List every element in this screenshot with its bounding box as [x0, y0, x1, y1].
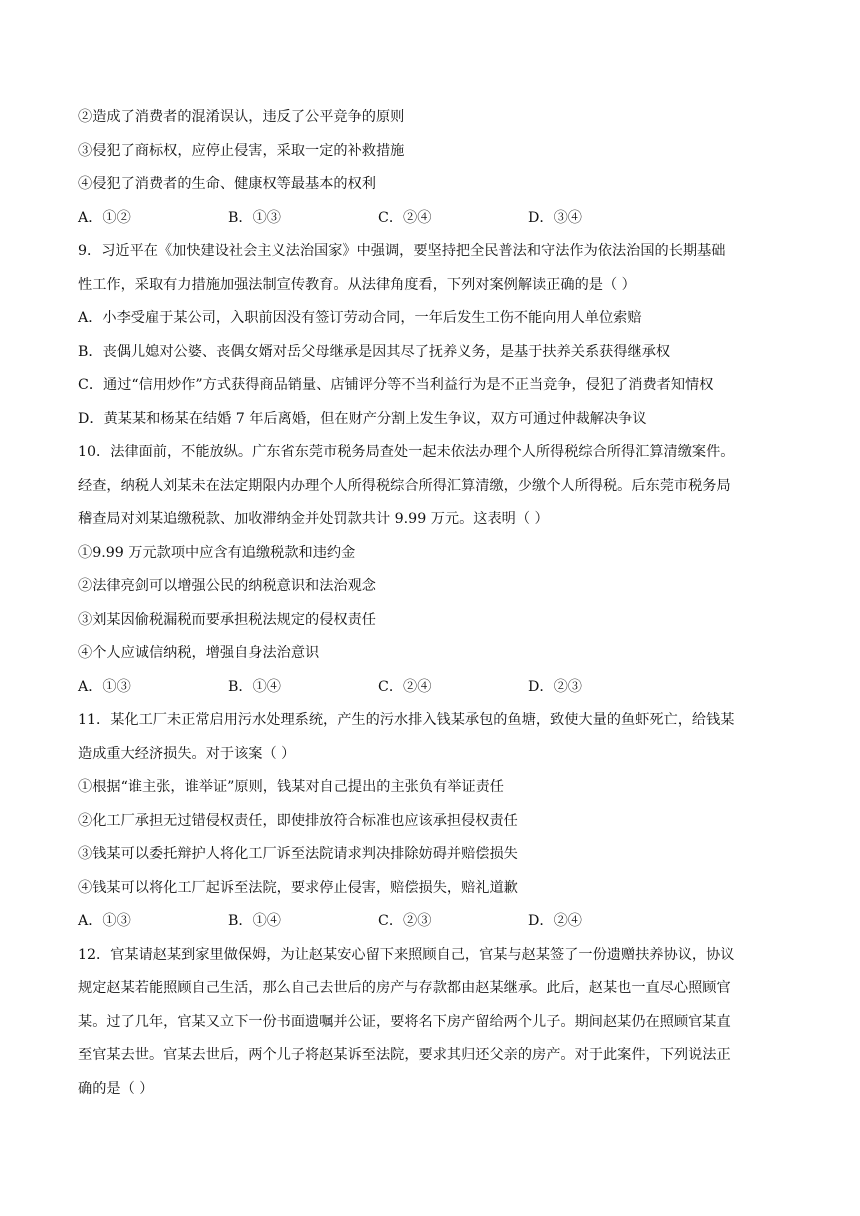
- q11-item-2: ②化工厂承担无过错侵权责任，即使排放符合标准也应该承担侵权责任: [78, 812, 518, 829]
- q8-item-2: ②造成了消费者的混淆误认，违反了公平竞争的原则: [78, 109, 405, 125]
- exam-page: [78, 107, 808, 1112]
- q10-stem-line-1: 10．法律面前，不能放纵。广东省东莞市税务局查处一起未依法办理个人所得税综合所得汇算清缴案件。: [78, 444, 735, 460]
- q10-item-4: ④个人应诚信纳税，增强自身法治意识: [78, 645, 320, 661]
- q10-item-2: ②法律亮剑可以增强公民的纳税意识和法治观念: [78, 578, 376, 594]
- q9-stem-line-2: 性工作，采取有力措施加强法制宣传教育。从法律角度看，下列对案例解读正确的是（ ）: [78, 276, 636, 293]
- q10-option-b: B．①④: [228, 678, 281, 695]
- q9-choice-a: A．小李受雇于某公司，入职前因没有签订劳动合同，一年后发生工伤不能向用人单位索赔: [78, 310, 642, 326]
- q11-item-3: ③钱某可以委托辩护人将化工厂诉至法院请求判决排除妨碍并赔偿损失: [78, 846, 518, 862]
- q9-stem-line-1: 9．习近平在《加快建设社会主义法治国家》中强调，要坚持把全民普法和守法作为依法治国的长期基础: [78, 243, 726, 259]
- q12-stem-line-2: 规定赵某若能照顾自己生活，那么自己去世后的房产与存款都由赵某继承。此后，赵某也一直尽心照顾官: [78, 980, 731, 996]
- q10-options: [78, 677, 808, 697]
- q12-stem-line-3: 某。过了几年，官某又立下一份书面遗嘱并公证，要将名下房产留给两个儿子。期间赵某仍在照顾官某直: [78, 1013, 731, 1030]
- q9-choice-b: B．丧偶儿媳对公婆、丧偶女婿对岳父母继承是因其尽了抚养义务，是基于扶养关系获得继承权: [78, 343, 671, 360]
- q10-option-c: C．②④: [378, 678, 432, 695]
- q12-stem-line-5: 确的是（ ）: [78, 1080, 154, 1097]
- q9-choice-c: C．通过“信用炒作”方式获得商品销量、店铺评分等不当利益行为是不正当竞争，侵犯了消费者知情权: [78, 377, 714, 393]
- q10-option-d: D．②③: [528, 678, 582, 695]
- q8-item-4: ④侵犯了消费者的生命、健康权等最基本的权利: [78, 176, 376, 192]
- q11-item-4: ④钱某可以将化工厂起诉至法院，要求停止侵害，赔偿损失，赔礼道歉: [78, 879, 518, 896]
- q10-item-3: ③刘某因偷税漏税而要承担税法规定的侵权责任: [78, 611, 376, 628]
- q8-option-a: A．①②: [78, 209, 131, 226]
- q11-item-1: ①根据“谁主张，谁举证”原则，钱某对自己提出的主张负有举证责任: [78, 779, 504, 795]
- q11-stem-line-1: 11．某化工厂未正常启用污水处理系统，产生的污水排入钱某承包的鱼塘，致使大量的鱼虾死亡，给钱某: [78, 712, 735, 728]
- q8-item-3: ③侵犯了商标权，应停止侵害，采取一定的补救措施: [78, 142, 405, 159]
- q12-stem-line-1: 12．官某请赵某到家里做保姆，为让赵某安心留下来照顾自己，官某与赵某签了一份遗赠扶养协议，协议: [78, 946, 735, 963]
- q11-option-c: C．②③: [378, 913, 432, 929]
- q10-option-a: A．①③: [78, 678, 131, 695]
- q10-item-1: ①9.99 万元款项中应含有追缴税款和违约金: [78, 544, 356, 561]
- q11-stem-line-2: 造成重大经济损失。对于该案（ ）: [78, 745, 296, 762]
- q10-stem-line-2: 经查，纳税人刘某未在法定期限内办理个人所得税综合所得汇算清缴，少缴个人所得税。后东莞市税务局: [78, 477, 731, 494]
- q9-choice-d: D．黄某某和杨某在结婚 7 年后离婚，但在财产分割上发生争议，双方可通过仲裁解决争议: [78, 410, 647, 427]
- q8-option-c: C．②④: [378, 209, 432, 226]
- q11-options: [78, 911, 808, 931]
- q11-option-d: D．②④: [528, 913, 582, 929]
- q10-stem-line-3: 稽查局对刘某追缴税款、加收滞纳金并处罚款共计 9.99 万元。这表明（ ）: [78, 511, 549, 527]
- q8-option-b: B．①③: [228, 209, 281, 226]
- q11-option-a: A．①③: [78, 913, 131, 929]
- q12-stem-line-4: 至官某去世。官某去世后，两个儿子将赵某诉至法院，要求其归还父亲的房产。对于此案件，下列说法正: [78, 1047, 731, 1063]
- q8-option-d: D．③④: [528, 209, 582, 226]
- q11-option-b: B．①④: [228, 913, 281, 929]
- q8-options: [78, 208, 808, 228]
